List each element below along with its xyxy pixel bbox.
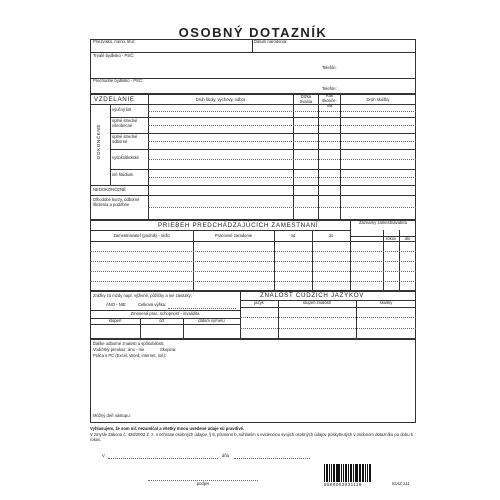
permanent-address-label: Trvalé bydlisko - PSČ:	[93, 53, 135, 58]
license-group-label: Skupina:	[160, 347, 177, 352]
place-label: V	[102, 453, 105, 458]
edu-row-general: úplné stredné všeobecné	[112, 118, 138, 128]
languages-heading: ZNALOSŤ CUDZÍCH JAZYKOV	[260, 292, 365, 299]
page-title: OSOBNÝ DOTAZNÍK	[178, 25, 328, 40]
skills-label: Ďalšie odborné znalosti a spôsobilosti:	[93, 341, 165, 346]
declaration-text: V zmysle Zákona č. 428/2002 Z. z. o ochrane osobných údajov, § 6, písmeno b, súhlasím s evidenciou svojich osobných údajov poskytnutých v osobnom dotazníku po dobu 5 rokov.	[90, 432, 414, 442]
employment-heading: PRIEBEH PREDCHÁDZAJÚCICH ZAMESTNANÍ	[158, 222, 319, 229]
declaration-bold: Vyhlasujem, že som nič nezamlčal a všetky mnou uvedené údaje sú pravdivé.	[90, 426, 245, 431]
col-from: od	[290, 233, 296, 238]
deductions-label: Zrážky zo mzdy napr. výživné, pôžičky a iné záväzky:	[93, 293, 192, 298]
col-position: Pracovné zaradenie	[214, 233, 253, 238]
form-code: IGAZ 111	[392, 481, 410, 486]
questionnaire-sheet	[88, 8, 418, 494]
col-year: Rok skonče-nia	[322, 93, 337, 108]
name-label: Priezvisko, meno, titul:	[93, 39, 135, 44]
col-records-days: dní	[404, 236, 411, 241]
pc-skills-label: Práca s PC (Excel, Word, internet, iné):	[93, 353, 166, 358]
col-exam-type: Druh skúšky	[366, 97, 390, 102]
phone-label-temporary: Telefón:	[322, 86, 337, 91]
barcode-number: 8586002031119	[324, 482, 362, 487]
barcode	[324, 460, 372, 482]
col-language-level: stupeň znalostí	[302, 300, 332, 305]
col-degree-from: od	[159, 318, 164, 323]
col-to: do	[328, 233, 334, 238]
edu-row-university: vysokoškolské	[112, 155, 139, 160]
col-school-type: Druh školy, výchovy, odbor	[195, 97, 246, 102]
col-decision-date: dátum výmeru	[198, 318, 225, 323]
temporary-address-label: Prechodné bydlisko - PSČ:	[93, 78, 144, 83]
date-label: dňa	[222, 453, 229, 458]
education-heading: VZDELANIE	[94, 96, 135, 103]
col-language-exams: skúšky	[379, 300, 393, 305]
col-degree: stupeň	[108, 318, 122, 323]
edu-row-apprentice: výučný list	[112, 107, 132, 112]
personal-info-box	[90, 39, 416, 94]
deductions-total-label: Celková výška:	[138, 302, 167, 307]
col-records-years: rokov	[385, 236, 397, 241]
phone-label-permanent: Telefón:	[322, 65, 337, 70]
start-date-label: Možný deň nástupu:	[93, 413, 131, 418]
edu-row-other: iné štúdium	[112, 172, 134, 177]
col-employer: Zamestnávateľ (podnik) - sídlo	[113, 233, 170, 238]
deductions-yes-no: ÁNO - NIE	[106, 302, 126, 307]
work-capacity-label: Zmenená prac. schopnosť - invalidita	[130, 311, 200, 316]
edu-incomplete-label: NEDOKONČENÉ	[93, 187, 126, 192]
edu-courses-label: Dlhodobé kurzy, odborné školenia a podobne	[93, 197, 140, 207]
edu-row-vocational: úplné stredné odborné	[112, 134, 138, 144]
col-employer-records: Záznamy zamestnávateľa	[358, 220, 407, 225]
col-language: jazyk	[254, 300, 264, 305]
license-label: Vodičský preukaz: áno - nie	[93, 347, 145, 352]
birthdate-label: Dátum narodenia:	[254, 39, 288, 44]
signature-label: podpis	[196, 481, 210, 486]
completed-group-label: DOKONČENÉ	[96, 124, 101, 160]
col-duration: Dĺžka trvania	[299, 94, 313, 104]
